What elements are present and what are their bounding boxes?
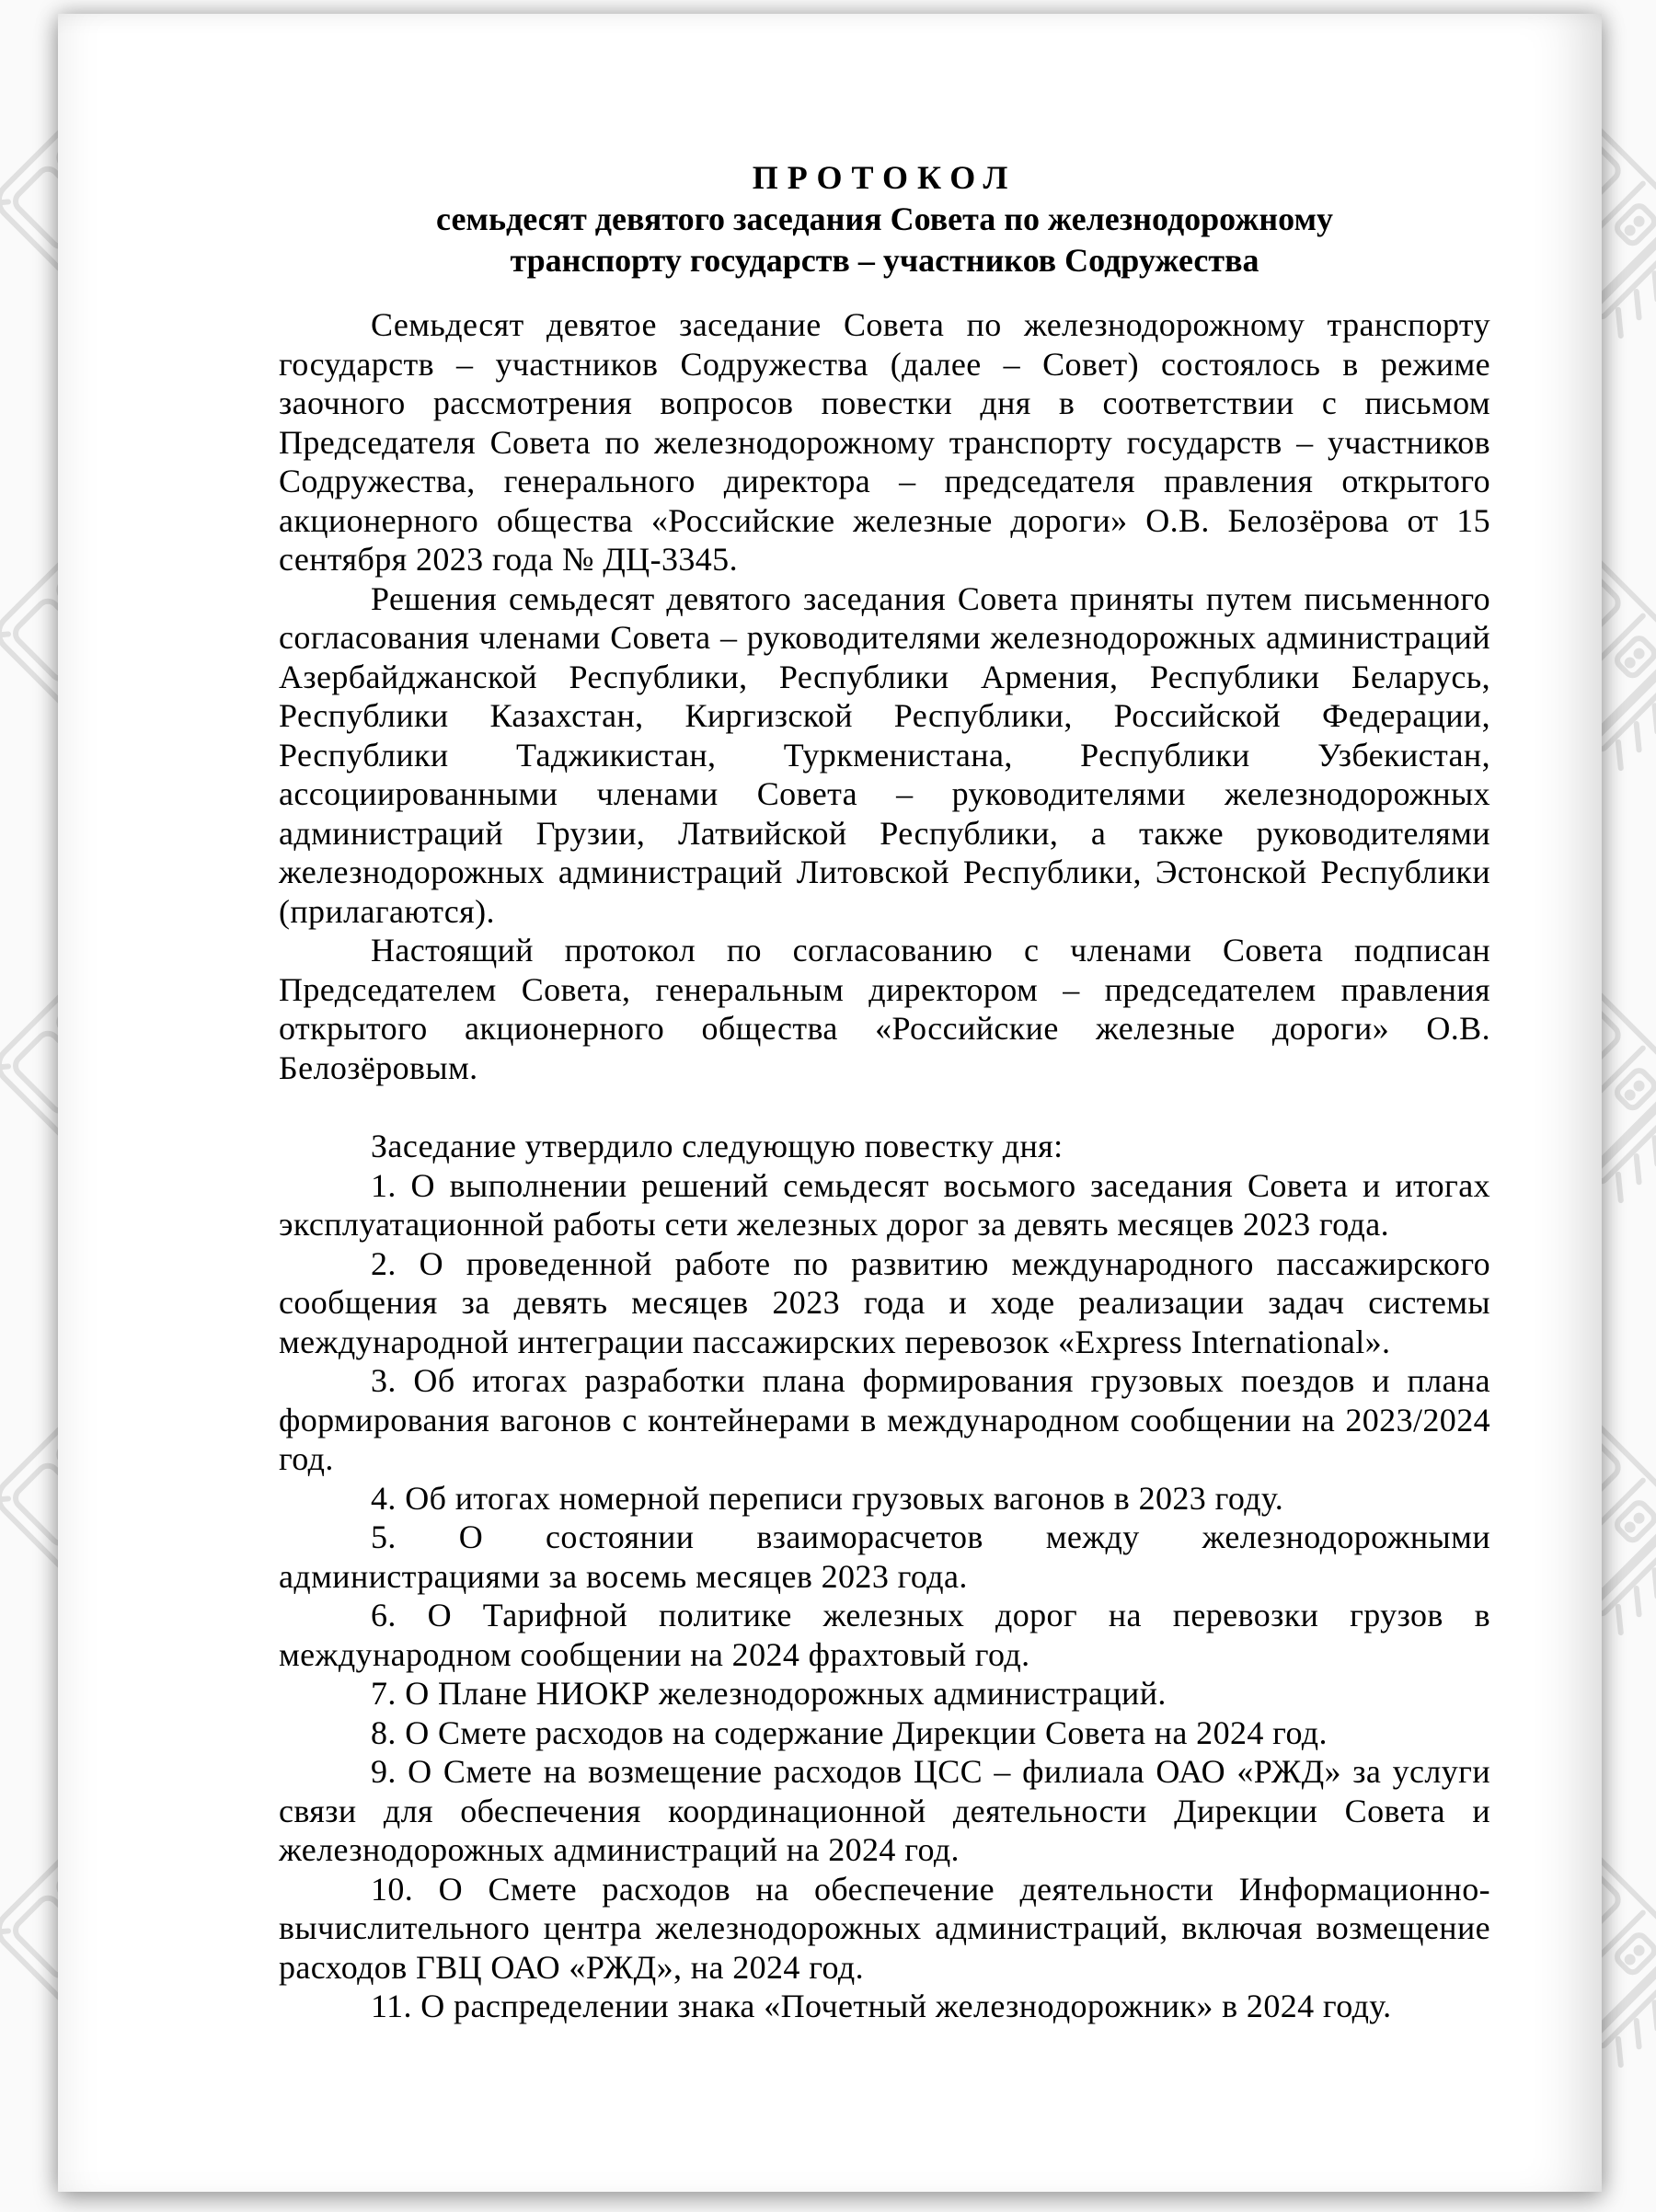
body-paragraph-2: Решения семьдесят девятого заседания Совета приняты путем письменного согласования членами Совета – руководителями железнодорожных администраций Азербайджанской Республики, Республики Армения, Республики Беларусь, Республики Казахстан, Киргизской Республики, Российской Федерации, Республики Таджикистан, Туркменистана, Республики Узбекистан, ассоциированными членами Совета – руководителями железнодорожных администраций Грузии, Латвийской Республики, а также руководителями железнодорожных администраций Литовской Республики, Эстонской Республики (прилагаются). [279,579,1490,930]
doc-subtitle-line-2: транспорту государств – участников Содружества [510,242,1259,279]
agenda-item-7: 7. О Плане НИОКР железнодорожных администраций. [371,1675,1167,1712]
doc-title: ПРОТОКОЛ [752,159,1018,196]
agenda-intro: Заседание утвердило следующую повестку дня: [371,1128,1064,1164]
agenda-item-5: 5. О состоянии взаиморасчетов между железнодорожными администрациями за восемь месяцев 2023 года. [279,1519,1490,1595]
agenda-item-4: 4. Об итогах номерной переписи грузовых вагонов в 2023 году. [371,1479,1284,1517]
body-paragraph-1: Семьдесят девятое заседание Совета по железнодорожному транспорту государств – участников Содружества (далее – Совет) состоялось в режиме заочного рассмотрения вопросов повестки дня в соответствии с письмом Председателя Совета по железнодорожному транспорту государств – участников Содружества, генерального директора – председателя правления открытого акционерного общества «Российские железные дороги» О.В. Белозёрова от 15 сентября 2023 года № ДЦ-3345. [279,306,1490,578]
document-page [58,14,1602,2192]
agenda-item-10: 10. О Смете расходов на обеспечение деятельности Информационно-вычислительного центра железнодорожных администраций, включая возмещение расходов ГВЦ ОАО «РЖД», на 2024 год. [279,1870,1490,1986]
agenda-item-11: 11. О распределении знака «Почетный железнодорожник» в 2024 году. [371,1988,1392,2024]
agenda-item-8: 8. О Смете расходов на содержание Дирекции Совета на 2024 год. [371,1713,1328,1751]
agenda-item-6: 6. О Тарифной политике железных дорог на перевозки грузов в международном сообщении на 2024 фрахтовый год. [279,1597,1490,1673]
body-paragraph-3: Настоящий протокол по согласованию с членами Совета подписан Председателем Совета, генеральным директором – председателем правления открытого акционерного общества «Российские железные дороги» О.В. Белозёровым. [279,932,1490,1086]
agenda-item-2: 2. О проведенной работе по развитию международного пассажирского сообщения за девять месяцев 2023 года и ходе реализации задач системы международной интеграции пассажирских перевозок «Express International». [279,1244,1490,1360]
agenda-item-9: 9. О Смете на возмещение расходов ЦСС – филиала ОАО «РЖД» за услуги связи для обеспечения координационной деятельности Дирекции Совета и железнодорожных администраций на 2024 год. [279,1753,1490,1868]
doc-subtitle [279,199,1490,281]
agenda-item-1: 1. О выполнении решений семьдесят восьмого заседания Совета и итогах эксплуатационной работы сети железных дорог за девять месяцев 2023 года. [279,1166,1490,1243]
agenda-item-3: 3. Об итогах разработки плана формирования грузовых поездов и плана формирования вагонов с контейнерами в международном сообщении на 2023/2024 год. [279,1362,1490,1477]
doc-subtitle-line-1: семьдесят девятого заседания Совета по железнодорожному [436,201,1333,237]
document-content [279,157,1490,2026]
